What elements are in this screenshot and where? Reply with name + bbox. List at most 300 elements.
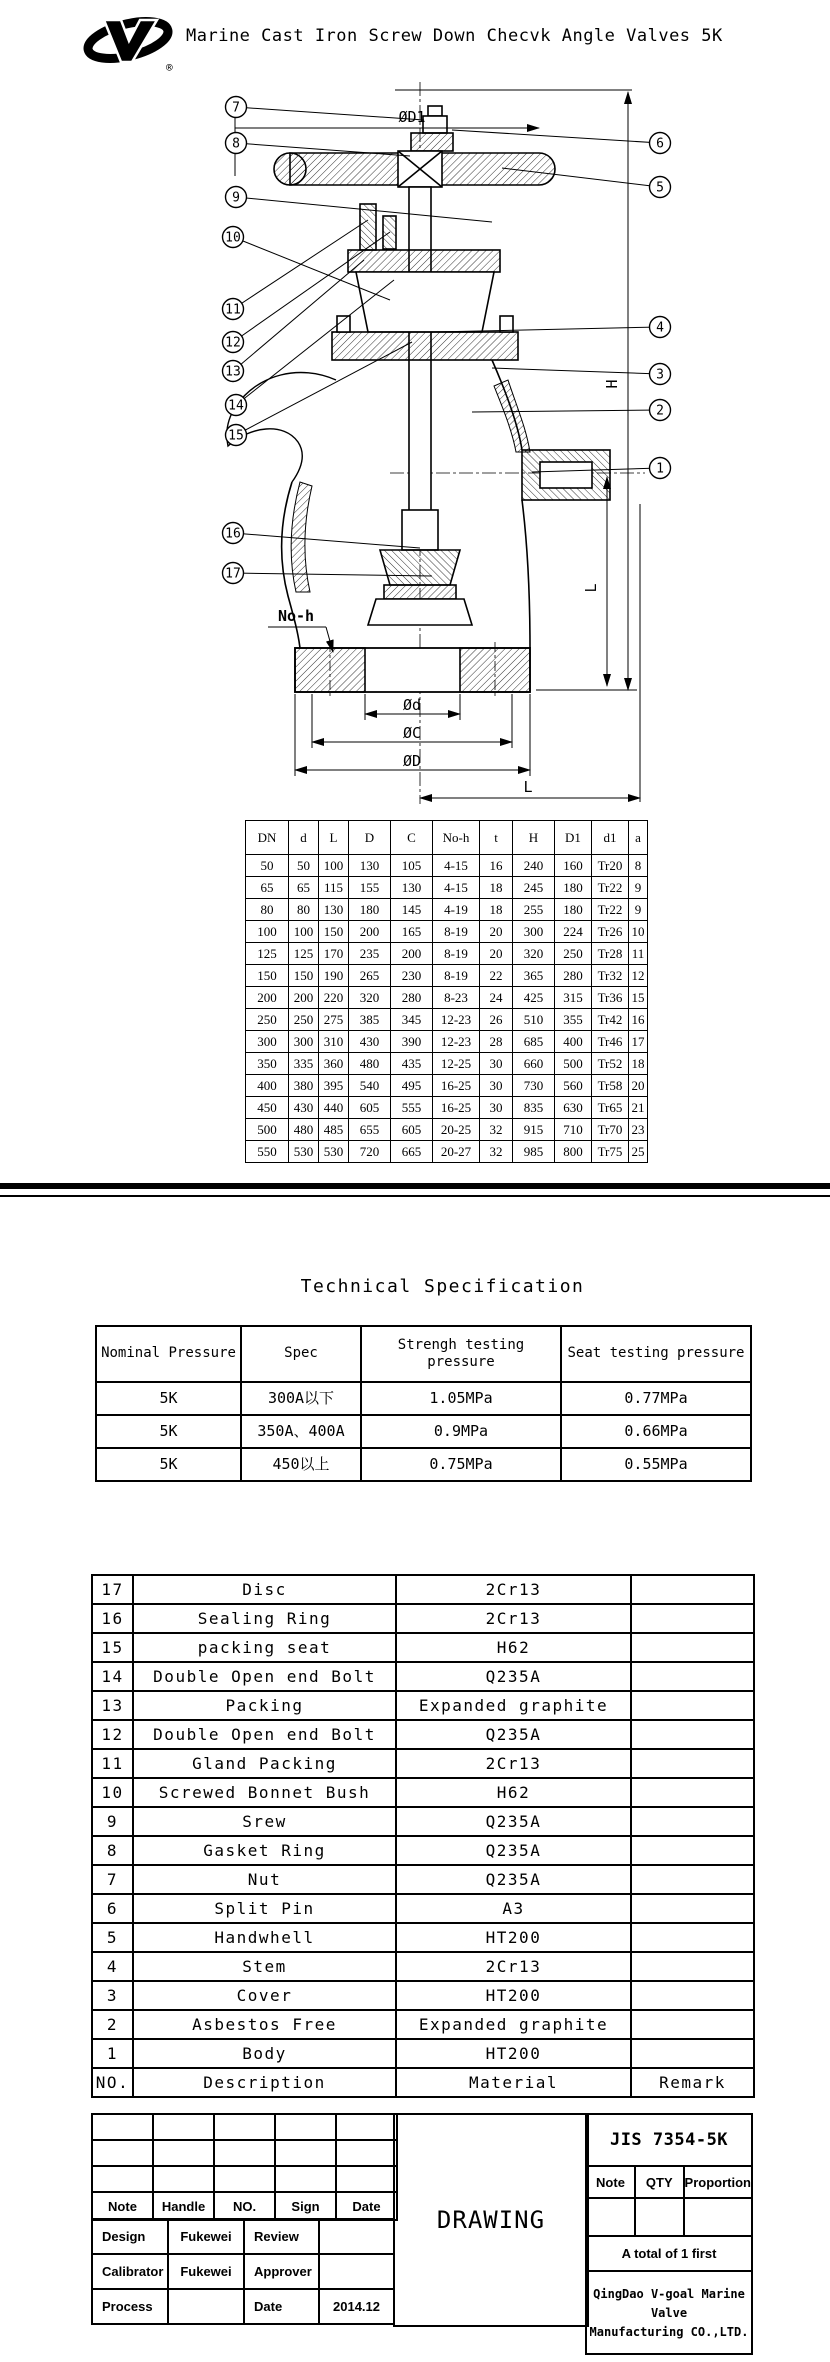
table-row xyxy=(246,1031,648,1053)
table-cell: 250 xyxy=(246,1009,289,1031)
table-row xyxy=(92,1749,754,1778)
table-cell: 555 xyxy=(391,1097,433,1119)
table-cell: Asbestos Free xyxy=(133,2010,396,2039)
standard-number: JIS 7354-5K xyxy=(587,2115,751,2167)
table-cell: Tr70 xyxy=(592,1119,629,1141)
table-cell: 0.77MPa xyxy=(561,1382,751,1415)
table-cell: Tr75 xyxy=(592,1141,629,1163)
valve-drawing xyxy=(140,80,700,810)
table-cell: 0.75MPa xyxy=(361,1448,561,1481)
table-row xyxy=(92,2254,394,2289)
table-cell: 400 xyxy=(246,1075,289,1097)
signature-grid xyxy=(91,2218,395,2325)
table-cell: 15 xyxy=(92,1633,133,1662)
table-cell: 400 xyxy=(555,1031,592,1053)
table-cell: 300 xyxy=(246,1031,289,1053)
table-cell: Fukewei xyxy=(168,2219,244,2254)
table-cell: 1 xyxy=(92,2039,133,2068)
split-pin xyxy=(428,106,442,116)
table-cell xyxy=(631,1981,754,2010)
table-row xyxy=(92,2289,394,2324)
table-cell: Handle xyxy=(153,2192,214,2220)
table-cell: 495 xyxy=(391,1075,433,1097)
table-row xyxy=(587,2167,751,2198)
table-cell: Proportion xyxy=(684,2167,751,2198)
table-cell: 450以上 xyxy=(241,1448,361,1481)
bonnet xyxy=(356,272,494,332)
table-cell xyxy=(631,1749,754,1778)
table-row xyxy=(92,1981,754,2010)
table-row xyxy=(92,1894,754,1923)
drawing-label: DRAWING xyxy=(436,2206,546,2234)
table-row xyxy=(92,1604,754,1633)
table-cell: Tr22 xyxy=(592,877,629,899)
table-cell: 2Cr13 xyxy=(396,1749,631,1778)
table-cell xyxy=(92,2140,153,2166)
table-cell: L xyxy=(319,821,349,855)
sealing-ring xyxy=(384,585,456,599)
svg-text:17: 17 xyxy=(225,566,241,582)
spec-table xyxy=(95,1325,752,1482)
table-cell: 115 xyxy=(319,877,349,899)
table-cell xyxy=(631,1778,754,1807)
table-cell: 22 xyxy=(480,965,513,987)
table-row xyxy=(246,1119,648,1141)
table-cell: 275 xyxy=(319,1009,349,1031)
table-cell: 320 xyxy=(513,943,555,965)
callout-6 xyxy=(452,130,671,154)
table-cell: 28 xyxy=(480,1031,513,1053)
table-cell: Double Open end Bolt xyxy=(133,1662,396,1691)
table-cell: Tr26 xyxy=(592,921,629,943)
table-cell: 180 xyxy=(555,877,592,899)
dimension-lines xyxy=(235,90,640,802)
table-cell xyxy=(275,2166,336,2192)
table-row xyxy=(246,1075,648,1097)
table-cell: 8-19 xyxy=(433,943,480,965)
table-cell: 15 xyxy=(629,987,648,1009)
table-cell: 450 xyxy=(246,1097,289,1119)
table-cell: Date xyxy=(336,2192,397,2220)
table-cell: 485 xyxy=(319,1119,349,1141)
table-row xyxy=(92,1865,754,1894)
table-cell: 605 xyxy=(391,1119,433,1141)
parts-list-footer-row xyxy=(92,2068,754,2097)
table-cell: Design xyxy=(92,2219,168,2254)
table-cell: 18 xyxy=(629,1053,648,1075)
dim-label-noh: No-h xyxy=(277,607,315,625)
table-cell xyxy=(631,1807,754,1836)
table-cell: 480 xyxy=(289,1119,319,1141)
table-cell: 16-25 xyxy=(433,1097,480,1119)
table-cell: 300 xyxy=(289,1031,319,1053)
table-cell: 0.66MPa xyxy=(561,1415,751,1448)
table-row xyxy=(96,1448,751,1481)
table-cell: 12-23 xyxy=(433,1009,480,1031)
table-cell: Sign xyxy=(275,2192,336,2220)
table-cell: Calibrator xyxy=(92,2254,168,2289)
table-cell: Handwhell xyxy=(133,1923,396,1952)
table-cell xyxy=(631,1836,754,1865)
table-cell: 6 xyxy=(92,1894,133,1923)
table-cell: 660 xyxy=(513,1053,555,1075)
table-cell: 18 xyxy=(480,877,513,899)
table-cell: 235 xyxy=(349,943,391,965)
table-cell: 10 xyxy=(629,921,648,943)
disc xyxy=(380,550,460,585)
svg-text:3: 3 xyxy=(656,367,664,383)
table-cell: 5K xyxy=(96,1415,241,1448)
dim-label-l-right: L xyxy=(582,583,600,593)
svg-text:4: 4 xyxy=(656,320,664,336)
spec-title: Technical Specification xyxy=(300,1276,585,1297)
table-row xyxy=(246,965,648,987)
table-cell: 2Cr13 xyxy=(396,1952,631,1981)
vgoal-logo xyxy=(80,12,180,74)
table-row xyxy=(92,1923,754,1952)
table-cell xyxy=(168,2289,244,2324)
table-cell xyxy=(153,2114,214,2140)
table-cell: Nominal Pressure xyxy=(96,1326,241,1382)
table-cell: 240 xyxy=(513,855,555,877)
table-row xyxy=(246,1141,648,1163)
table-cell: packing seat xyxy=(133,1633,396,1662)
dim-label-flange-od: ØD xyxy=(402,752,422,770)
table-cell: 720 xyxy=(349,1141,391,1163)
table-row xyxy=(92,2010,754,2039)
table-cell: Tr28 xyxy=(592,943,629,965)
table-cell: 130 xyxy=(391,877,433,899)
table-cell: 30 xyxy=(480,1053,513,1075)
table-cell: 345 xyxy=(391,1009,433,1031)
svg-text:15: 15 xyxy=(228,428,244,444)
table-cell: 125 xyxy=(289,943,319,965)
table-cell: D1 xyxy=(555,821,592,855)
table-cell: 320 xyxy=(349,987,391,1009)
table-cell: 155 xyxy=(349,877,391,899)
table-cell xyxy=(92,2114,153,2140)
table-cell: 230 xyxy=(391,965,433,987)
table-cell: 21 xyxy=(629,1097,648,1119)
table-cell: Description xyxy=(133,2068,396,2097)
table-cell: Screwed Bonnet Bush xyxy=(133,1778,396,1807)
table-cell xyxy=(336,2114,397,2140)
table-cell: Expanded graphite xyxy=(396,2010,631,2039)
table-cell: 200 xyxy=(349,921,391,943)
table-cell: Double Open end Bolt xyxy=(133,1720,396,1749)
table-cell: 335 xyxy=(289,1053,319,1075)
table-cell: 255 xyxy=(513,899,555,921)
table-cell: 365 xyxy=(513,965,555,987)
table-cell: Stem xyxy=(133,1952,396,1981)
page-title: Marine Cast Iron Screw Down Checvk Angle Valves 5K xyxy=(186,26,723,46)
stem-nut xyxy=(423,116,447,133)
table-cell: 20-25 xyxy=(433,1119,480,1141)
svg-text:8: 8 xyxy=(232,136,240,152)
table-cell: 530 xyxy=(289,1141,319,1163)
table-cell xyxy=(631,1865,754,1894)
table-cell: Tr52 xyxy=(592,1053,629,1075)
table-cell: 425 xyxy=(513,987,555,1009)
table-cell: 800 xyxy=(555,1141,592,1163)
table-cell: Disc xyxy=(133,1575,396,1604)
svg-text:2: 2 xyxy=(656,403,664,419)
table-cell: 8 xyxy=(629,855,648,877)
table-cell: 12 xyxy=(92,1720,133,1749)
table-row xyxy=(96,1382,751,1415)
table-cell: a xyxy=(629,821,648,855)
dim-label-h: H xyxy=(603,379,621,389)
table-cell xyxy=(631,2039,754,2068)
table-row xyxy=(92,1633,754,1662)
table-row xyxy=(246,855,648,877)
table-cell: H xyxy=(513,821,555,855)
table-cell: Tr46 xyxy=(592,1031,629,1053)
table-row xyxy=(246,1009,648,1031)
table-cell xyxy=(631,1633,754,1662)
total-note: A total of 1 first xyxy=(587,2237,751,2272)
table-cell xyxy=(635,2198,684,2236)
registered-mark: ® xyxy=(166,61,173,74)
table-cell xyxy=(153,2166,214,2192)
table-cell: 435 xyxy=(391,1053,433,1075)
table-cell: 360 xyxy=(319,1053,349,1075)
callout-3 xyxy=(492,364,671,385)
table-cell: 265 xyxy=(349,965,391,987)
gland-packing xyxy=(348,250,500,272)
table-row xyxy=(92,1807,754,1836)
svg-text:7: 7 xyxy=(232,100,240,116)
table-cell: Gasket Ring xyxy=(133,1836,396,1865)
table-cell: 8-19 xyxy=(433,921,480,943)
table-cell: 14 xyxy=(92,1662,133,1691)
table-cell: 125 xyxy=(246,943,289,965)
dim-label-l-bottom: L xyxy=(523,778,533,796)
table-cell xyxy=(631,2010,754,2039)
table-row xyxy=(92,2114,397,2140)
callout-11 xyxy=(223,220,369,320)
svg-text:11: 11 xyxy=(225,302,241,318)
table-cell xyxy=(631,1604,754,1633)
table-cell xyxy=(92,2166,153,2192)
table-cell: 10 xyxy=(92,1778,133,1807)
table-cell: 165 xyxy=(391,921,433,943)
callout-16 xyxy=(223,523,421,549)
table-cell: 12-25 xyxy=(433,1053,480,1075)
table-cell: Note xyxy=(92,2192,153,2220)
svg-text:1: 1 xyxy=(656,461,664,477)
table-cell: 985 xyxy=(513,1141,555,1163)
table-cell: 685 xyxy=(513,1031,555,1053)
dim-label-bore: Ød xyxy=(402,696,422,714)
table-row xyxy=(92,1836,754,1865)
table-cell: 20 xyxy=(480,921,513,943)
table-cell: 310 xyxy=(319,1031,349,1053)
table-cell: 26 xyxy=(480,1009,513,1031)
table-cell: Srew xyxy=(133,1807,396,1836)
qty-grid xyxy=(587,2167,751,2237)
table-row xyxy=(92,2219,394,2254)
table-cell: 32 xyxy=(480,1119,513,1141)
table-cell: 9 xyxy=(629,877,648,899)
table-cell: 8-23 xyxy=(433,987,480,1009)
table-cell: 190 xyxy=(319,965,349,987)
table-cell: Packing xyxy=(133,1691,396,1720)
table-cell: Approver xyxy=(244,2254,319,2289)
table-cell: d1 xyxy=(592,821,629,855)
dimension-table xyxy=(245,820,648,1163)
table-cell: 24 xyxy=(480,987,513,1009)
table-cell: 224 xyxy=(555,921,592,943)
bonnet-flange xyxy=(332,332,518,360)
table-header-row xyxy=(96,1326,751,1382)
table-cell: 2014.12 xyxy=(319,2289,394,2324)
table-cell: 17 xyxy=(629,1031,648,1053)
table-cell xyxy=(631,1923,754,1952)
table-cell: 30 xyxy=(480,1075,513,1097)
table-cell: 100 xyxy=(289,921,319,943)
table-cell: 4-15 xyxy=(433,855,480,877)
table-cell: Remark xyxy=(631,2068,754,2097)
table-cell xyxy=(631,1575,754,1604)
table-cell: 12 xyxy=(629,965,648,987)
table-cell: 250 xyxy=(289,1009,319,1031)
table-cell: 80 xyxy=(246,899,289,921)
table-cell: 630 xyxy=(555,1097,592,1119)
table-cell: 105 xyxy=(391,855,433,877)
table-cell: 480 xyxy=(349,1053,391,1075)
callout-9 xyxy=(226,187,493,223)
table-cell: Note xyxy=(587,2167,635,2198)
table-cell xyxy=(214,2114,275,2140)
table-cell: 80 xyxy=(289,899,319,921)
table-cell: 150 xyxy=(319,921,349,943)
table-cell: Tr22 xyxy=(592,899,629,921)
title-block-right xyxy=(585,2113,753,2355)
stem xyxy=(409,187,431,535)
svg-text:13: 13 xyxy=(225,364,241,380)
table-cell: 280 xyxy=(391,987,433,1009)
table-cell: 13 xyxy=(92,1691,133,1720)
table-row xyxy=(92,2192,397,2220)
seat xyxy=(368,599,472,625)
table-cell: 16 xyxy=(629,1009,648,1031)
table-cell: 4-19 xyxy=(433,899,480,921)
table-cell: 500 xyxy=(246,1119,289,1141)
table-row xyxy=(92,1575,754,1604)
table-cell xyxy=(631,1952,754,1981)
table-cell: 440 xyxy=(319,1097,349,1119)
table-row xyxy=(92,2166,397,2192)
table-cell xyxy=(275,2114,336,2140)
table-cell xyxy=(319,2219,394,2254)
table-cell xyxy=(631,1894,754,1923)
table-row xyxy=(246,987,648,1009)
svg-text:9: 9 xyxy=(232,190,240,206)
table-cell: t xyxy=(480,821,513,855)
table-cell: 300 xyxy=(513,921,555,943)
table-cell: 395 xyxy=(319,1075,349,1097)
table-cell: HT200 xyxy=(396,1923,631,1952)
table-cell: d xyxy=(289,821,319,855)
table-row xyxy=(246,1097,648,1119)
revision-grid xyxy=(91,2113,398,2221)
table-cell: 145 xyxy=(391,899,433,921)
table-cell: 50 xyxy=(289,855,319,877)
table-row xyxy=(96,1415,751,1448)
table-cell: 0.55MPa xyxy=(561,1448,751,1481)
table-cell: 5K xyxy=(96,1382,241,1415)
table-cell: Gland Packing xyxy=(133,1749,396,1778)
table-cell: 5K xyxy=(96,1448,241,1481)
table-cell: 560 xyxy=(555,1075,592,1097)
table-row xyxy=(92,1662,754,1691)
table-cell: 2Cr13 xyxy=(396,1575,631,1604)
table-cell: 835 xyxy=(513,1097,555,1119)
table-cell: 1.05MPa xyxy=(361,1382,561,1415)
table-cell: 9 xyxy=(92,1807,133,1836)
table-cell: 250 xyxy=(555,943,592,965)
gasket-ring-section xyxy=(411,133,453,151)
table-cell xyxy=(587,2198,635,2236)
table-cell: Expanded graphite xyxy=(396,1691,631,1720)
table-row xyxy=(92,1720,754,1749)
table-cell: 150 xyxy=(289,965,319,987)
table-cell: QTY xyxy=(635,2167,684,2198)
table-cell: Tr42 xyxy=(592,1009,629,1031)
table-cell xyxy=(336,2140,397,2166)
table-cell: 16 xyxy=(92,1604,133,1633)
table-cell: 2Cr13 xyxy=(396,1604,631,1633)
table-cell xyxy=(153,2140,214,2166)
valve-body-outline xyxy=(227,82,645,804)
table-cell: 380 xyxy=(289,1075,319,1097)
table-cell xyxy=(336,2166,397,2192)
svg-text:5: 5 xyxy=(656,180,664,196)
table-cell: NO. xyxy=(214,2192,275,2220)
table-cell: Q235A xyxy=(396,1865,631,1894)
table-cell: 2 xyxy=(92,2010,133,2039)
svg-text:12: 12 xyxy=(225,335,241,351)
table-cell: Nut xyxy=(133,1865,396,1894)
table-cell: 390 xyxy=(391,1031,433,1053)
table-cell: No-h xyxy=(433,821,480,855)
table-cell: Q235A xyxy=(396,1720,631,1749)
table-cell: 20 xyxy=(480,943,513,965)
table-cell: 170 xyxy=(319,943,349,965)
table-row xyxy=(92,2140,397,2166)
table-cell: Strengh testing pressure xyxy=(361,1326,561,1382)
table-cell: Review xyxy=(244,2219,319,2254)
table-row xyxy=(92,2039,754,2068)
table-cell: NO. xyxy=(92,2068,133,2097)
table-cell: 665 xyxy=(391,1141,433,1163)
table-cell: 4-15 xyxy=(433,877,480,899)
table-cell: Tr32 xyxy=(592,965,629,987)
table-cell: 7 xyxy=(92,1865,133,1894)
table-cell: 510 xyxy=(513,1009,555,1031)
table-cell: 605 xyxy=(349,1097,391,1119)
table-row xyxy=(246,943,648,965)
table-row xyxy=(246,877,648,899)
table-cell: 20-27 xyxy=(433,1141,480,1163)
table-cell: A3 xyxy=(396,1894,631,1923)
table-cell: 65 xyxy=(289,877,319,899)
svg-text:10: 10 xyxy=(225,230,241,246)
table-row xyxy=(246,1053,648,1075)
table-cell: D xyxy=(349,821,391,855)
table-cell: Process xyxy=(92,2289,168,2324)
